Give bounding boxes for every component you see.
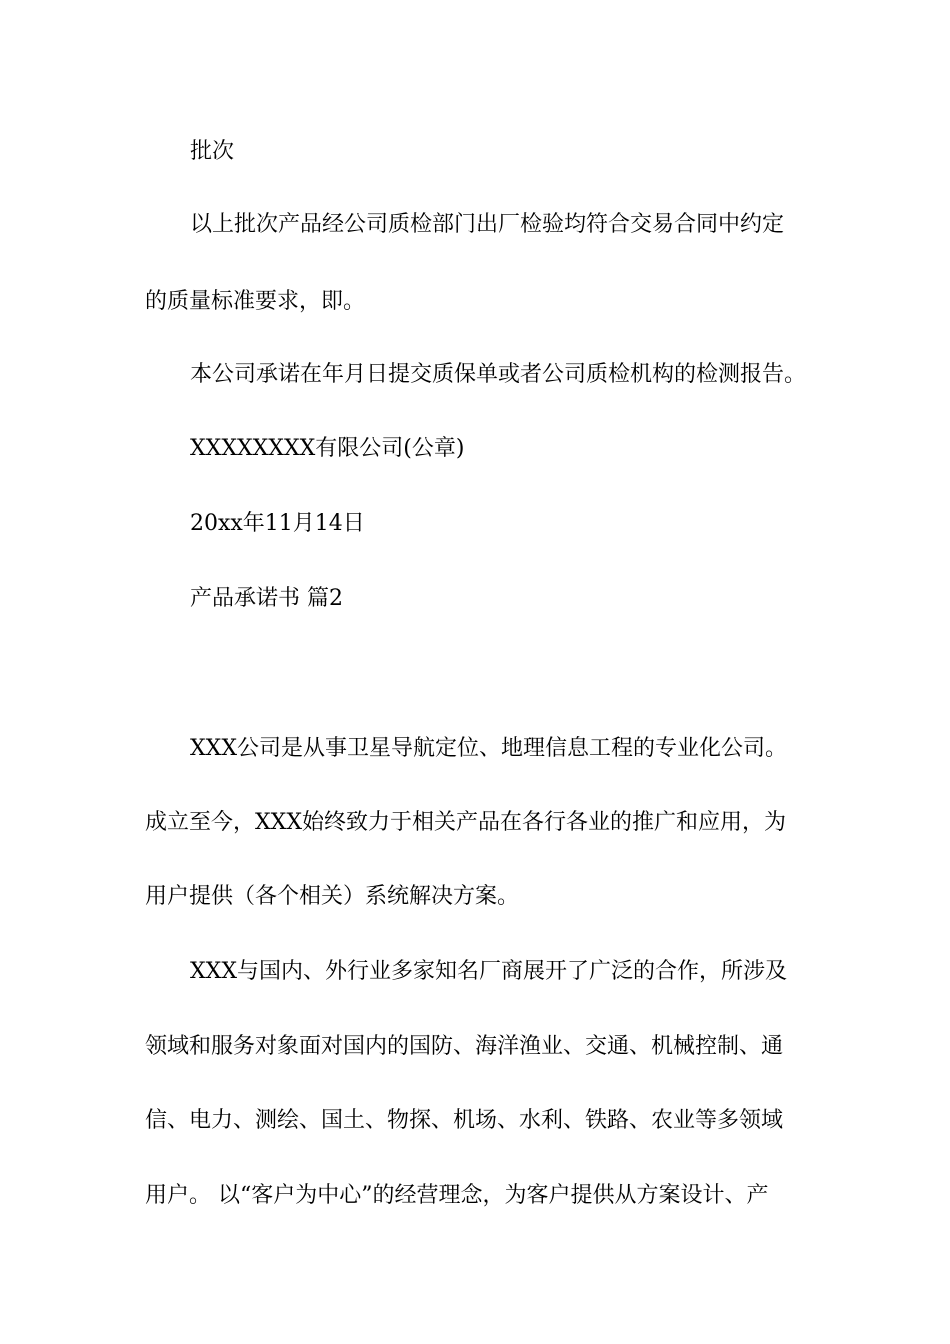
text-line-solutions: 用户提供（各个相关）系统解决方案。: [145, 884, 520, 909]
text-line-company-intro: XXX公司是从事卫星导航定位、地理信息工程的专业化公司。: [190, 736, 787, 761]
text-line-customer-centric: 用户。 以“客户为中心”的经营理念，为客户提供从方案设计、产: [145, 1183, 769, 1208]
text-line-commitment: 本公司承诺在年月日提交质保单或者公司质检机构的检测报告。: [190, 362, 807, 387]
section-heading: 产品承诺书 篇2: [190, 586, 343, 611]
text-line-quality-standard: 的质量标准要求，即。: [145, 289, 366, 314]
text-line-batch: 批次: [190, 139, 235, 164]
text-line-since-founding: 成立至今，XXX始终致力于相关产品在各行各业的推广和应用，为: [145, 810, 786, 835]
text-line-date: 20xx年11月14日: [190, 511, 365, 536]
text-line-cooperation: XXX与国内、外行业多家知名厂商展开了广泛的合作，所涉及: [190, 959, 787, 984]
text-line-industries: 信、电力、测绘、国土、物探、机场、水利、铁路、农业等多领域: [145, 1108, 784, 1133]
text-line-company-seal: XXXXXXXX有限公司(公章): [190, 436, 465, 461]
text-line-inspection: 以上批次产品经公司质检部门出厂检验均符合交易合同中约定: [190, 212, 785, 237]
text-line-fields: 领域和服务对象面对国内的国防、海洋渔业、交通、机械控制、通: [145, 1034, 784, 1059]
